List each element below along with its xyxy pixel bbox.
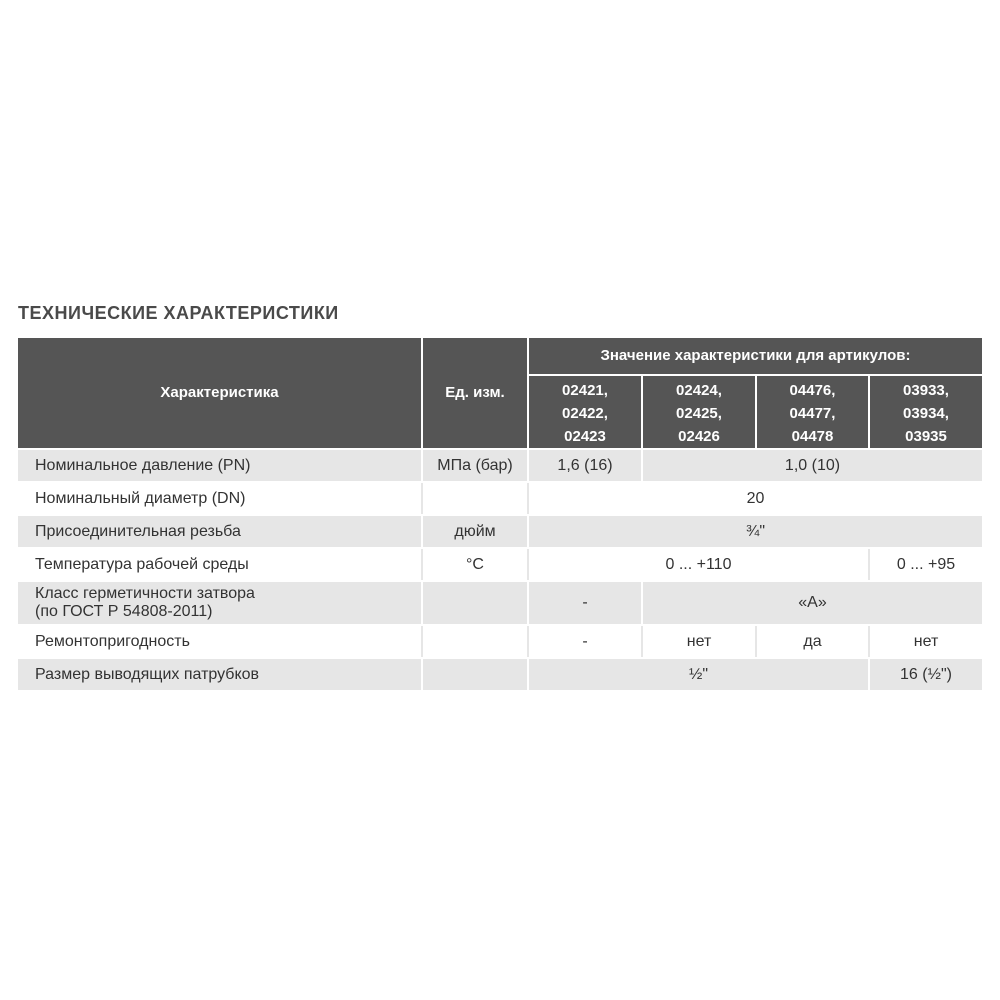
table-row bbox=[18, 515, 982, 548]
article-code: 03934, bbox=[903, 404, 949, 422]
article-code: 03935 bbox=[905, 427, 947, 445]
unit-cell bbox=[422, 581, 528, 625]
table-row bbox=[18, 482, 982, 515]
value-cell: 0 ... +110 bbox=[528, 548, 869, 581]
characteristic-name bbox=[18, 449, 422, 482]
header-article-group bbox=[528, 375, 642, 449]
characteristic-name-line: Размер выводящих патрубков bbox=[35, 665, 260, 683]
header-article-group bbox=[756, 375, 869, 449]
characteristic-name-line: Ремонтопригодность bbox=[35, 632, 190, 650]
header-values-for-articles: Значение характеристики для артикулов: bbox=[528, 338, 982, 375]
header-article-group bbox=[869, 375, 982, 449]
value-cell: ½" bbox=[528, 658, 869, 691]
specs-table bbox=[18, 338, 982, 692]
article-code: 02421, bbox=[562, 381, 608, 399]
table-body bbox=[18, 449, 982, 691]
unit-cell: °C bbox=[422, 548, 528, 581]
unit-cell bbox=[422, 482, 528, 515]
value-cell: ¾" bbox=[528, 515, 982, 548]
table-row bbox=[18, 658, 982, 691]
article-code: 02422, bbox=[562, 404, 608, 422]
characteristic-name-line: (по ГОСТ Р 54808-2011) bbox=[35, 603, 213, 620]
unit-cell: МПа (бар) bbox=[422, 449, 528, 482]
characteristic-name-line: Номинальное давление (PN) bbox=[35, 456, 251, 474]
value-cell: нет bbox=[869, 625, 982, 658]
value-cell: - bbox=[528, 581, 642, 625]
header-article-group bbox=[642, 375, 756, 449]
characteristic-name bbox=[18, 482, 422, 515]
article-code: 02425, bbox=[676, 404, 722, 422]
value-cell: 16 (½") bbox=[869, 658, 982, 691]
characteristic-name bbox=[18, 658, 422, 691]
article-code: 02424, bbox=[676, 381, 722, 399]
characteristic-name bbox=[18, 515, 422, 548]
value-cell: - bbox=[528, 625, 642, 658]
article-code: 04477, bbox=[789, 404, 836, 422]
article-code: 03933, bbox=[903, 381, 949, 399]
characteristic-name-line: Температура рабочей среды bbox=[35, 555, 249, 573]
page-title: ТЕХНИЧЕСКИЕ ХАРАКТЕРИСТИКИ bbox=[18, 303, 339, 323]
characteristic-name bbox=[18, 581, 422, 625]
table-row bbox=[18, 581, 982, 625]
characteristic-name-line: Присоединительная резьба bbox=[35, 522, 241, 540]
article-code: 02426 bbox=[678, 427, 720, 445]
unit-cell bbox=[422, 658, 528, 691]
unit-cell bbox=[422, 625, 528, 658]
article-code: 04478 bbox=[791, 427, 834, 445]
value-cell: 1,6 (16) bbox=[528, 449, 642, 482]
characteristic-name-line: Класс герметичности затвора bbox=[35, 585, 255, 602]
table-header bbox=[18, 338, 982, 449]
characteristic-name bbox=[18, 625, 422, 658]
characteristic-name-line: Номинальный диаметр (DN) bbox=[35, 489, 246, 507]
value-cell: «А» bbox=[642, 581, 982, 625]
table-row bbox=[18, 625, 982, 658]
table-row bbox=[18, 548, 982, 581]
value-cell: 20 bbox=[528, 482, 982, 515]
table-row bbox=[18, 449, 982, 482]
value-cell: 1,0 (10) bbox=[642, 449, 982, 482]
header-unit: Ед. изм. bbox=[422, 338, 528, 449]
unit-cell: дюйм bbox=[422, 515, 528, 548]
article-code: 02423 bbox=[564, 427, 606, 445]
characteristic-name bbox=[18, 548, 422, 581]
header-characteristic: Характеристика bbox=[18, 338, 422, 449]
value-cell: нет bbox=[642, 625, 756, 658]
value-cell: да bbox=[756, 625, 869, 658]
value-cell: 0 ... +95 bbox=[869, 548, 982, 581]
article-code: 04476, bbox=[789, 381, 836, 399]
